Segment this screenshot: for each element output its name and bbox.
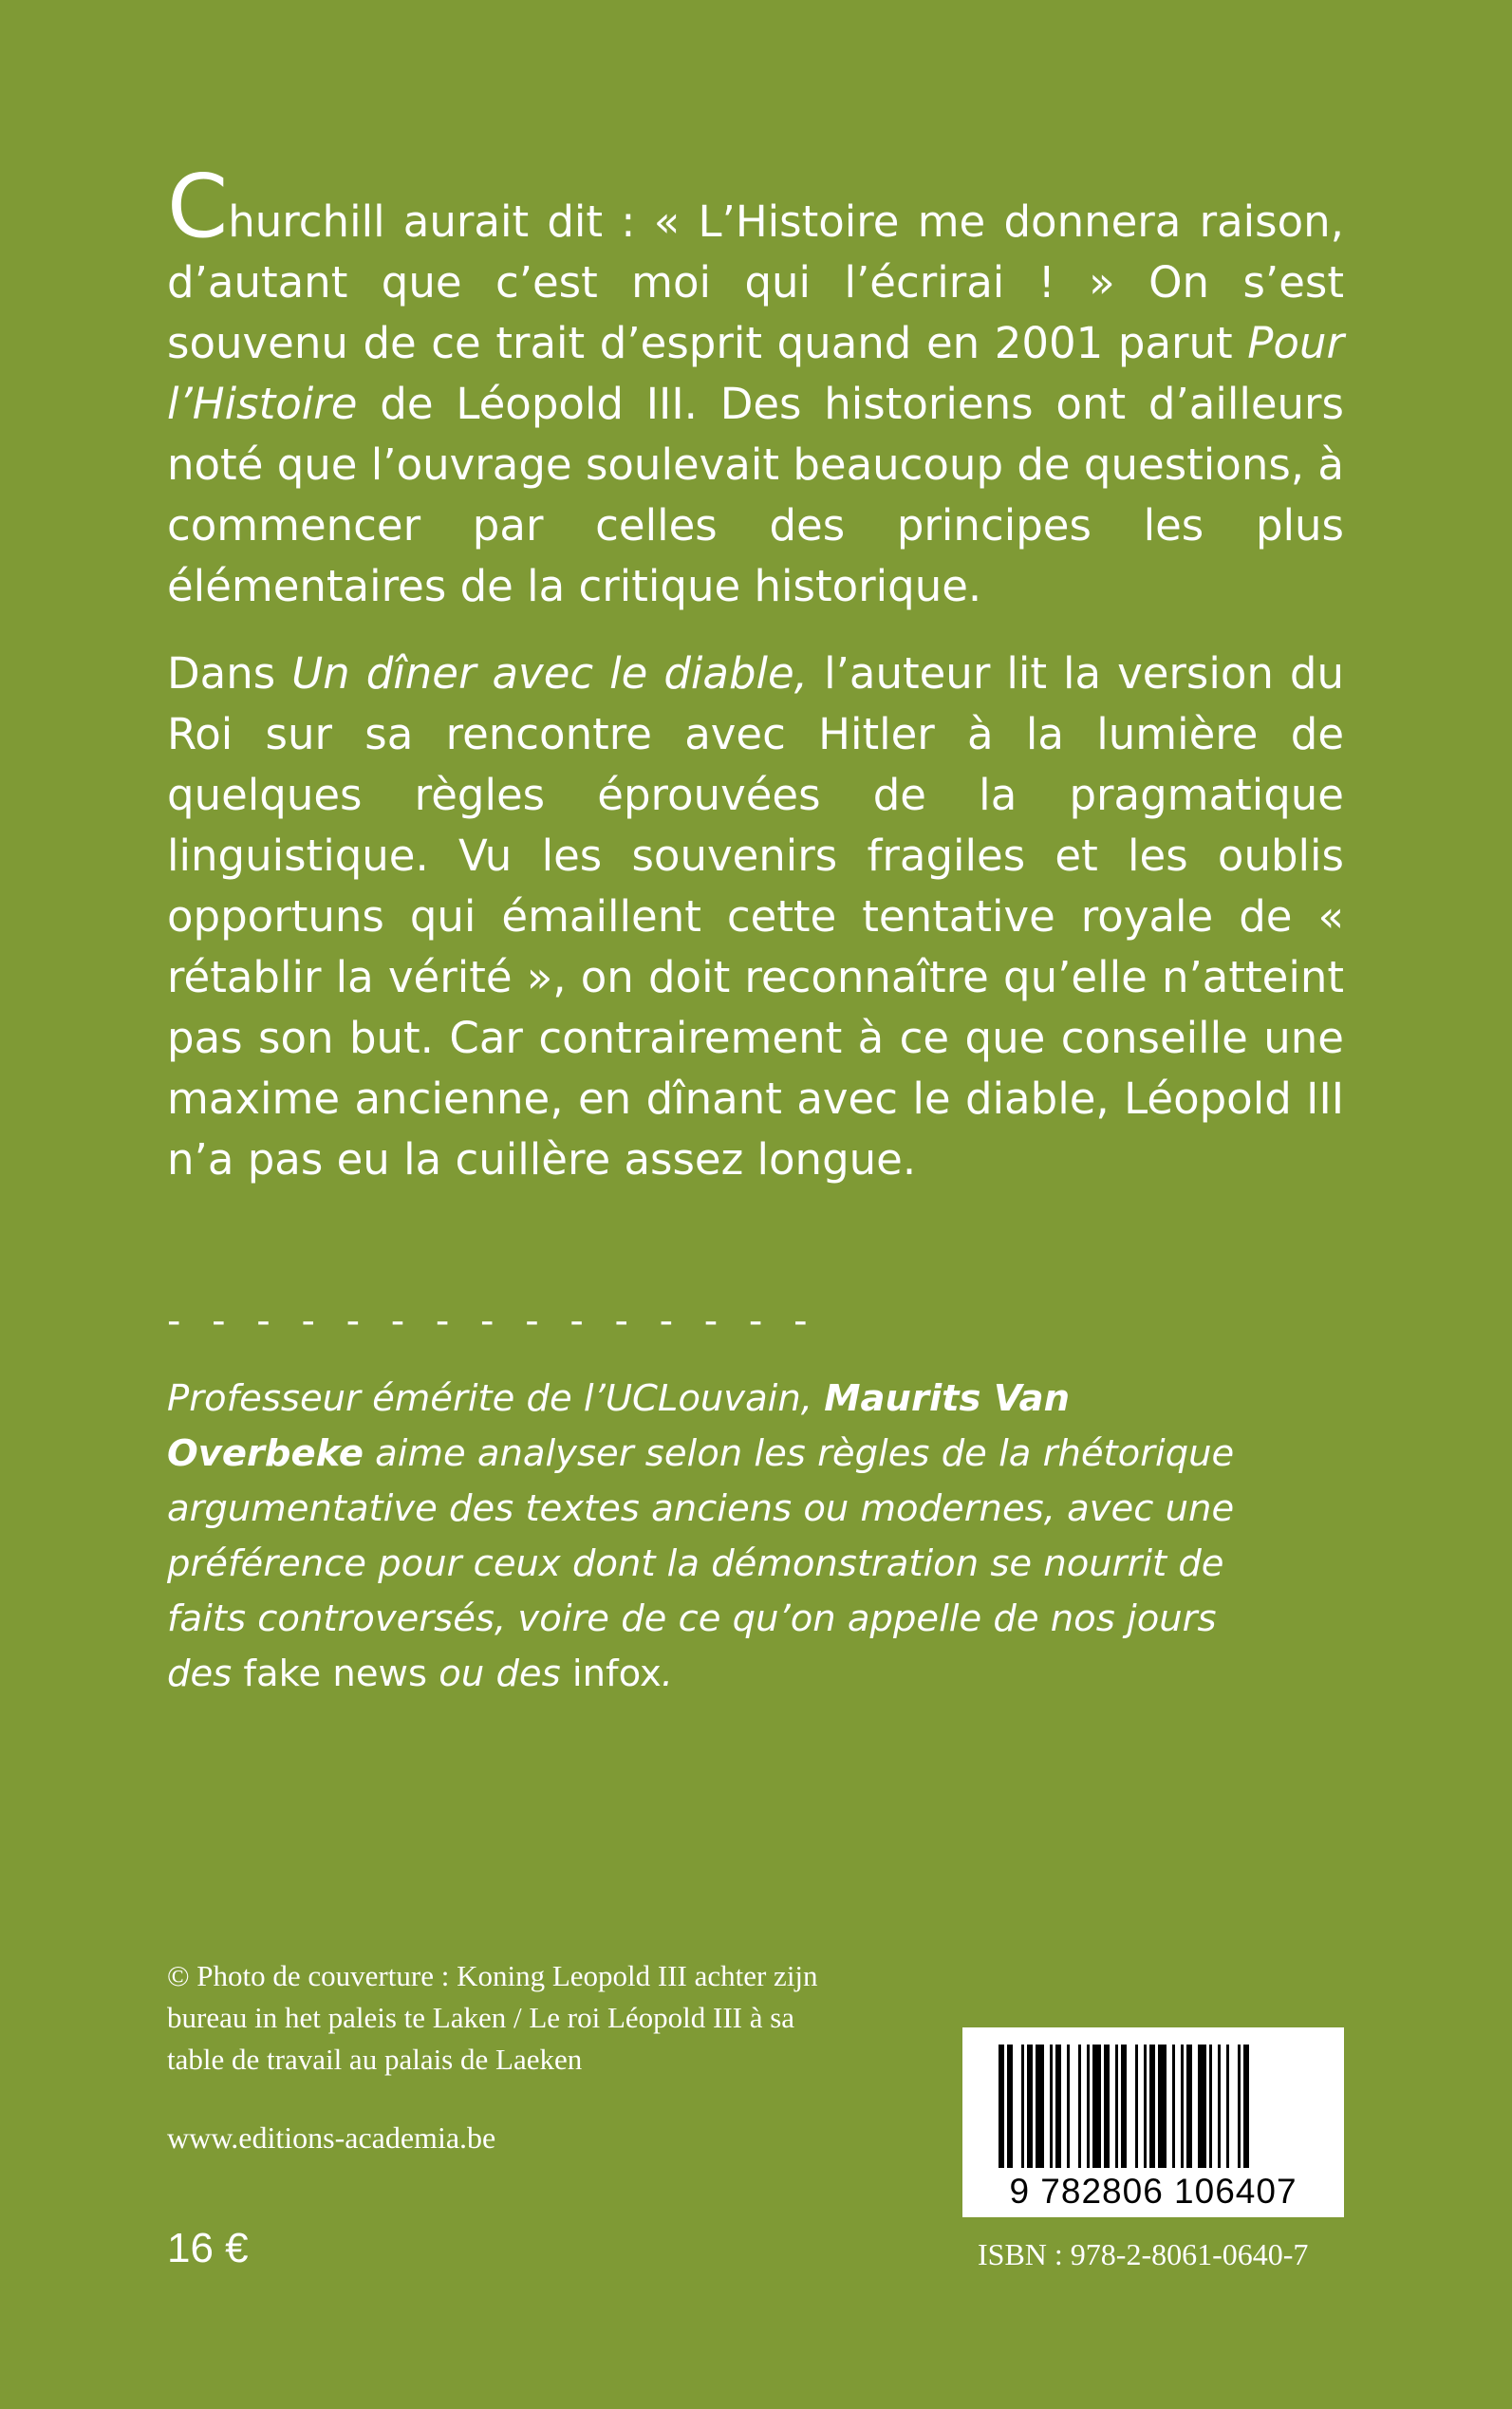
barcode-bar: [1050, 2045, 1053, 2168]
bio-text: ou des: [427, 1653, 572, 1695]
blurb-text: l’auteur lit la version du Roi sur sa rencontre avec Hitler à la lumière de quelques règles éprouvées de la pragmatique linguistique. Vu les souvenirs fragiles et les oublis opportuns qui émaillent cette tentative royale de « rétablir la vérité », on doit reconnaître qu’elle n’atteint pas son but. Car contrairement à ce que conseille une maxime ancienne, en dînant avec le diable, Léopold III n’a pas eu la cuillère assez longue.: [167, 648, 1345, 1185]
barcode-bar: [1115, 2045, 1118, 2168]
publisher-website[interactable]: www.editions-academia.be: [167, 2120, 496, 2155]
barcode-bar: [1021, 2045, 1024, 2168]
barcode-bar: [1144, 2045, 1147, 2168]
blurb-text: de Léopold III. Des historiens ont d’ailleurs noté que l’ouvrage soulevait beaucoup de questions, à commencer par celles des principes les plus élémentaires de la critique historique.: [167, 379, 1344, 611]
barcode-bar: [1218, 2045, 1221, 2168]
drop-cap: C: [167, 156, 229, 257]
blurb-paragraph-1: [167, 156, 1344, 617]
barcode-bar: [1149, 2045, 1155, 2168]
barcode-bar: [1104, 2045, 1110, 2168]
barcode-bar: [999, 2045, 1004, 2168]
barcode-bars: [999, 2045, 1308, 2168]
barcode-bar: [1078, 2045, 1081, 2168]
barcode-bar: [1198, 2045, 1206, 2168]
bio-text: Professeur émérite de l’UCLouvain,: [167, 1377, 825, 1420]
bio-text: aime analyser selon les règles de la rhétorique argumentative des textes anciens ou modernes, avec une préférence pour ceux dont la démonstration se nourrit de faits controversés, voire de ce qu’on appelle de nos jours des: [167, 1432, 1235, 1695]
barcode-bar: [1121, 2045, 1127, 2168]
barcode-bar: [1087, 2045, 1090, 2168]
barcode-bar: [1092, 2045, 1101, 2168]
isbn: ISBN : 978-2-8061-0640-7: [978, 2237, 1309, 2271]
barcode: [962, 2027, 1344, 2217]
barcode-bar: [1226, 2045, 1229, 2168]
barcode-bar: [1238, 2045, 1241, 2168]
blurb-text: hurchill aurait dit : « L’Histoire me donnera raison, d’autant que c’est moi qui l’écrirai ! » On s’est souvenu de ce trait d’esprit quand en 2001 parut: [167, 196, 1344, 368]
barcode-bar: [1007, 2045, 1013, 2168]
blurb-text: Dans: [167, 648, 292, 699]
bio-text: .: [661, 1653, 673, 1695]
barcode-bar: [1036, 2045, 1044, 2168]
bio-term: infox: [571, 1653, 662, 1695]
barcode-bar: [1186, 2045, 1192, 2168]
barcode-bar: [1172, 2045, 1175, 2168]
barcode-bar: [1243, 2045, 1249, 2168]
book-title: Un dîner avec le diable,: [291, 648, 809, 699]
barcode-bar: [1027, 2045, 1033, 2168]
barcode-bar: [1067, 2045, 1070, 2168]
blurb-paragraph-2: [167, 644, 1344, 1190]
photo-credit: © Photo de couverture : Koning Leopold III achter zijn bureau in het paleis te Laken / Le roi Léopold III à sa table de travail au palais de Laeken: [167, 1959, 818, 2076]
back-cover-blurb: [167, 156, 1345, 1190]
author-name: Maurits Van Overbeke: [167, 1377, 1071, 1475]
bio-term: fake news: [243, 1653, 428, 1695]
book-title-reference: Pour l’Histoire: [167, 318, 1344, 429]
barcode-bar: [1181, 2045, 1184, 2168]
barcode-bar: [1209, 2045, 1212, 2168]
barcode-bar: [1158, 2045, 1167, 2168]
section-separator: - - - - - - - - - - - - - - -: [167, 1299, 817, 1343]
barcode-bar: [1055, 2045, 1061, 2168]
barcode-digits: 9 782806 106407: [1009, 2172, 1297, 2211]
barcode-bar: [1135, 2045, 1138, 2168]
price: 16 €: [167, 2225, 249, 2271]
author-bio: [167, 1372, 1278, 1702]
